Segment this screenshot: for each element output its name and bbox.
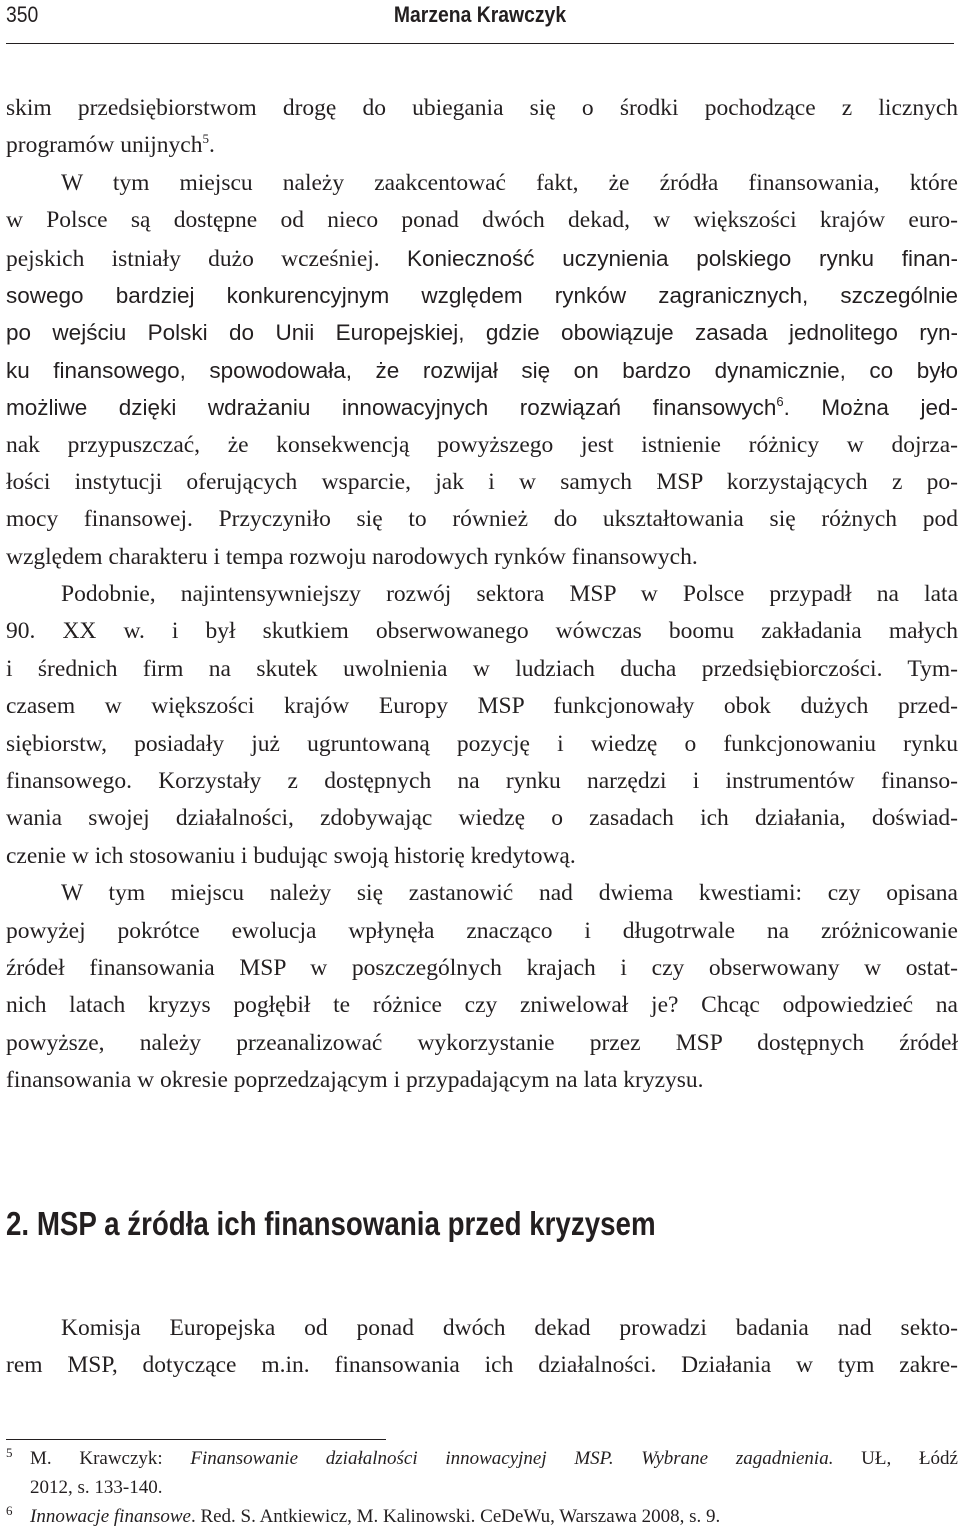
page-number: 350: [6, 2, 39, 27]
text-line: [6, 389, 958, 426]
footnotes: [6, 1444, 958, 1531]
text-line: źródeł finansowania MSP w poszczególnych krajach i czy obserwowany w ostat-: [6, 954, 958, 981]
text-line: względem charakteru i tempa rozwoju narodowych rynków finansowych.: [6, 543, 698, 570]
footnote-author: M. Krawczyk:: [30, 1448, 191, 1469]
text-line: finansowego. Korzystały z dostępnych na rynku narzędzi i instrumentów finanso-: [6, 768, 958, 795]
text-line: i średnich firm na skutek uwolnienia w ludziach ducha przedsiębiorczości. Tym-: [6, 655, 958, 682]
footnote-number: 6: [6, 1503, 13, 1518]
running-header: [0, 0, 960, 44]
footnote-ref: 6: [776, 393, 784, 409]
text-line: czasem w większości krajów Europy MSP funkcjonowały obok dużych przed-: [6, 693, 958, 720]
footnote: [6, 1502, 958, 1531]
footnote: [6, 1444, 958, 1473]
text-line: [6, 127, 958, 164]
footnote-text: . Red. S. Antkiewicz, M. Kalinowski. CeDeWu, Warszawa 2008, s. 9.: [190, 1506, 721, 1527]
section-heading: 2. MSP a źródła ich finansowania przed kryzysem: [6, 1205, 656, 1242]
footnote-continuation: 2012, s. 133-140.: [30, 1477, 163, 1498]
text-line: 90. XX w. i był skutkiem obserwowanego wówczas boomu zakładania małych: [6, 618, 958, 645]
text-line: łości instytucji oferujących wsparcie, jak i w samych MSP korzystających z po-: [6, 468, 958, 495]
text-line: czenie w ich stosowaniu i budując swoją historię kredytową.: [6, 842, 576, 869]
text-span: .: [208, 132, 215, 159]
text-span-sans: Konieczność uczynienia polskiego rynku finan-: [406, 245, 959, 271]
footnote-rule: [6, 1439, 386, 1440]
footnote-title: Finansowanie działalności innowacyjnej MSP. Wybrane zagadnienia.: [190, 1448, 834, 1469]
body-text: [6, 90, 958, 1100]
text-span: pejskich istniały dużo wcześniej.: [6, 245, 380, 272]
text-line: powyżej pokrótce ewolucja wpłynęła znacząco i długotrwale na zróżnicowanie: [6, 917, 958, 944]
text-line: [6, 240, 958, 277]
footnote-title: Innowacje finansowe: [30, 1506, 191, 1527]
text-line: po wejściu Polski do Unii Europejskiej, gdzie obowiązuje zasada jednolitego ryn-: [6, 320, 958, 346]
text-line: powyższe, należy przeanalizować wykorzystanie przez MSP dostępnych źródeł: [6, 1029, 958, 1056]
running-header-author: Marzena Krawczyk: [393, 2, 567, 27]
text-line: Podobnie, najintensywniejszy rozwój sektora MSP w Polsce przypadł na lata: [61, 581, 958, 608]
footnote-text: UŁ, Łódź: [833, 1448, 958, 1469]
text-span-sans: możliwe dzięki wdrażaniu innowacyjnych rozwiązań finansowych: [6, 395, 777, 421]
text-line: W tym miejscu należy zaakcentować fakt, że źródła finansowania, które: [61, 169, 958, 196]
header-rule: [6, 43, 954, 44]
text-line: w Polsce są dostępne od nieco ponad dwóch dekad, w większości krajów euro-: [6, 207, 958, 234]
section-body-text: [6, 1310, 958, 1385]
text-line: nich latach kryzys pogłębił te różnice czy zniwelował je? Chcąc odpowiedzieć na: [6, 992, 958, 1019]
text-line: Komisja Europejska od ponad dwóch dekad prowadzi badania nad sekto-: [61, 1315, 958, 1341]
text-line: nak przypuszczać, że konsekwencją powyższego jest istnienie różnicy w dojrza-: [6, 431, 958, 458]
footnote-ref: 5: [202, 130, 209, 146]
text-line: sowego bardziej konkurencyjnym względem rynków zagranicznych, szczególnie: [6, 282, 958, 308]
text-line: rem MSP, dotyczące m.in. finansowania ich działalności. Działania w tym zakre-: [6, 1352, 958, 1379]
text-line: siębiorstw, posiadały już ugruntowaną pozycję i wiedzę o funkcjonowaniu rynku: [6, 730, 958, 757]
text-line: skim przedsiębiorstwom drogę do ubiegania się o środki pochodzące z licznych: [6, 95, 958, 121]
text-span: programów unijnych: [6, 132, 203, 159]
text-span: . Można jed-: [783, 395, 958, 421]
text-line: mocy finansowej. Przyczyniło się to również do ukształtowania się różnych pod: [6, 506, 958, 533]
text-line: wania swojej działalności, zdobywając wiedzę o zasadach ich działania, doświad-: [6, 805, 958, 832]
text-line: W tym miejscu należy się zastanowić nad dwiema kwestiami: czy opisana: [61, 880, 958, 907]
footnote-number: 5: [6, 1445, 13, 1460]
text-line: ku finansowego, spowodowała, że rozwijał się on bardzo dynamicznie, co było: [6, 357, 958, 383]
text-line: finansowania w okresie poprzedzającym i przypadającym na lata kryzysu.: [6, 1067, 704, 1094]
